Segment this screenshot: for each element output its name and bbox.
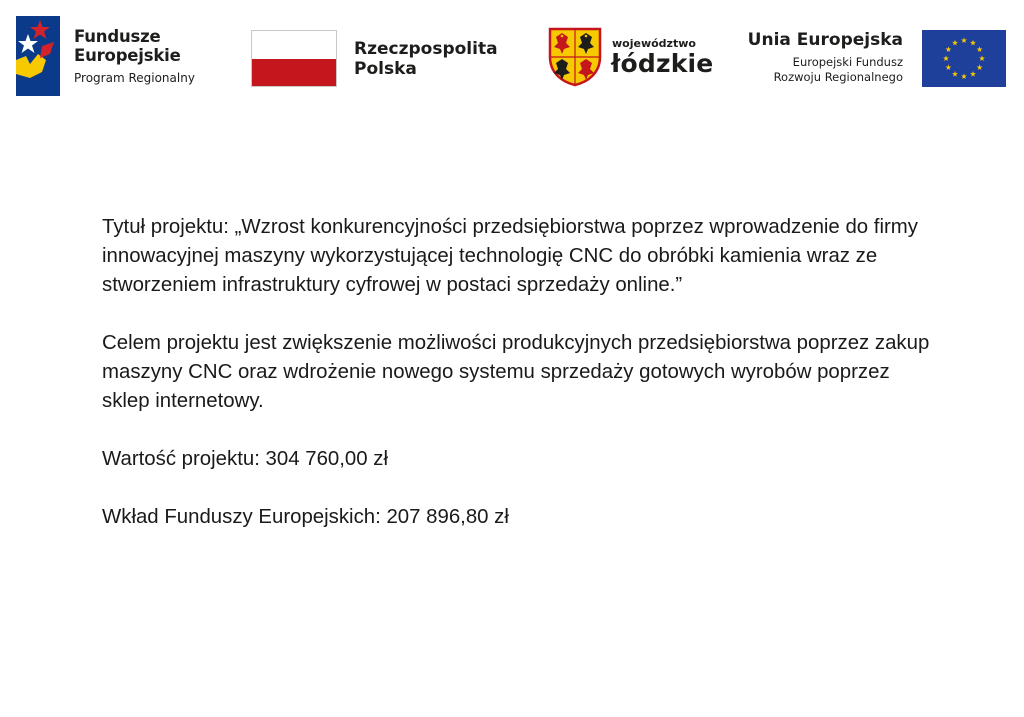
fundusze-line3: Program Regionalny <box>74 71 195 85</box>
rzeczpospolita-line2: Polska <box>354 59 417 79</box>
project-title-paragraph: Tytuł projektu: „Wzrost konkurencyjności przedsiębiorstwa poprzez wprowadzenie do firmy innowacyjnej maszyny wykorzystującej technologię CNC do obróbki kamienia wraz ze stworzeniem infrastruktury cyfrowej w postaci sprzedaży online.” <box>102 216 918 296</box>
unia-line2: Europejski Fundusz <box>792 55 903 69</box>
wojewodztwo-lodzkie-logo <box>548 27 718 89</box>
unia-line1: Unia Europejska <box>747 30 903 50</box>
project-value-paragraph: Wartość projektu: 304 760,00 zł <box>102 448 388 470</box>
fundusze-europejskie-star-icon <box>16 16 60 96</box>
fundusze-line1: Fundusze <box>74 27 161 46</box>
wojewodztwo-label: województwo <box>612 37 696 50</box>
rzeczpospolita-polska-logo <box>251 30 511 90</box>
rzeczpospolita-line1: Rzeczpospolita <box>354 39 498 59</box>
lodzkie-label: łódzkie <box>611 49 714 78</box>
lodzkie-coat-of-arms-icon <box>548 27 602 87</box>
unia-line3: Rozwoju Regionalnego <box>773 70 903 84</box>
logo-bar <box>0 0 1024 110</box>
eu-contribution-paragraph: Wkład Funduszy Europejskich: 207 896,80 zł <box>102 506 509 528</box>
project-description <box>102 213 932 532</box>
eu-flag-icon <box>922 30 1006 87</box>
unia-europejska-logo <box>740 30 1010 90</box>
polish-flag-icon <box>251 30 337 87</box>
project-goal-paragraph: Celem projektu jest zwiększenie możliwości produkcyjnych przedsiębiorstwa poprzez zakup maszyny CNC oraz wdrożenie nowego systemu sprzedaży gotowych wyrobów poprzez sklep internetowy. <box>102 332 930 412</box>
fundusze-line2: Europejskie <box>74 46 181 65</box>
fundusze-europejskie-logo <box>16 16 206 96</box>
